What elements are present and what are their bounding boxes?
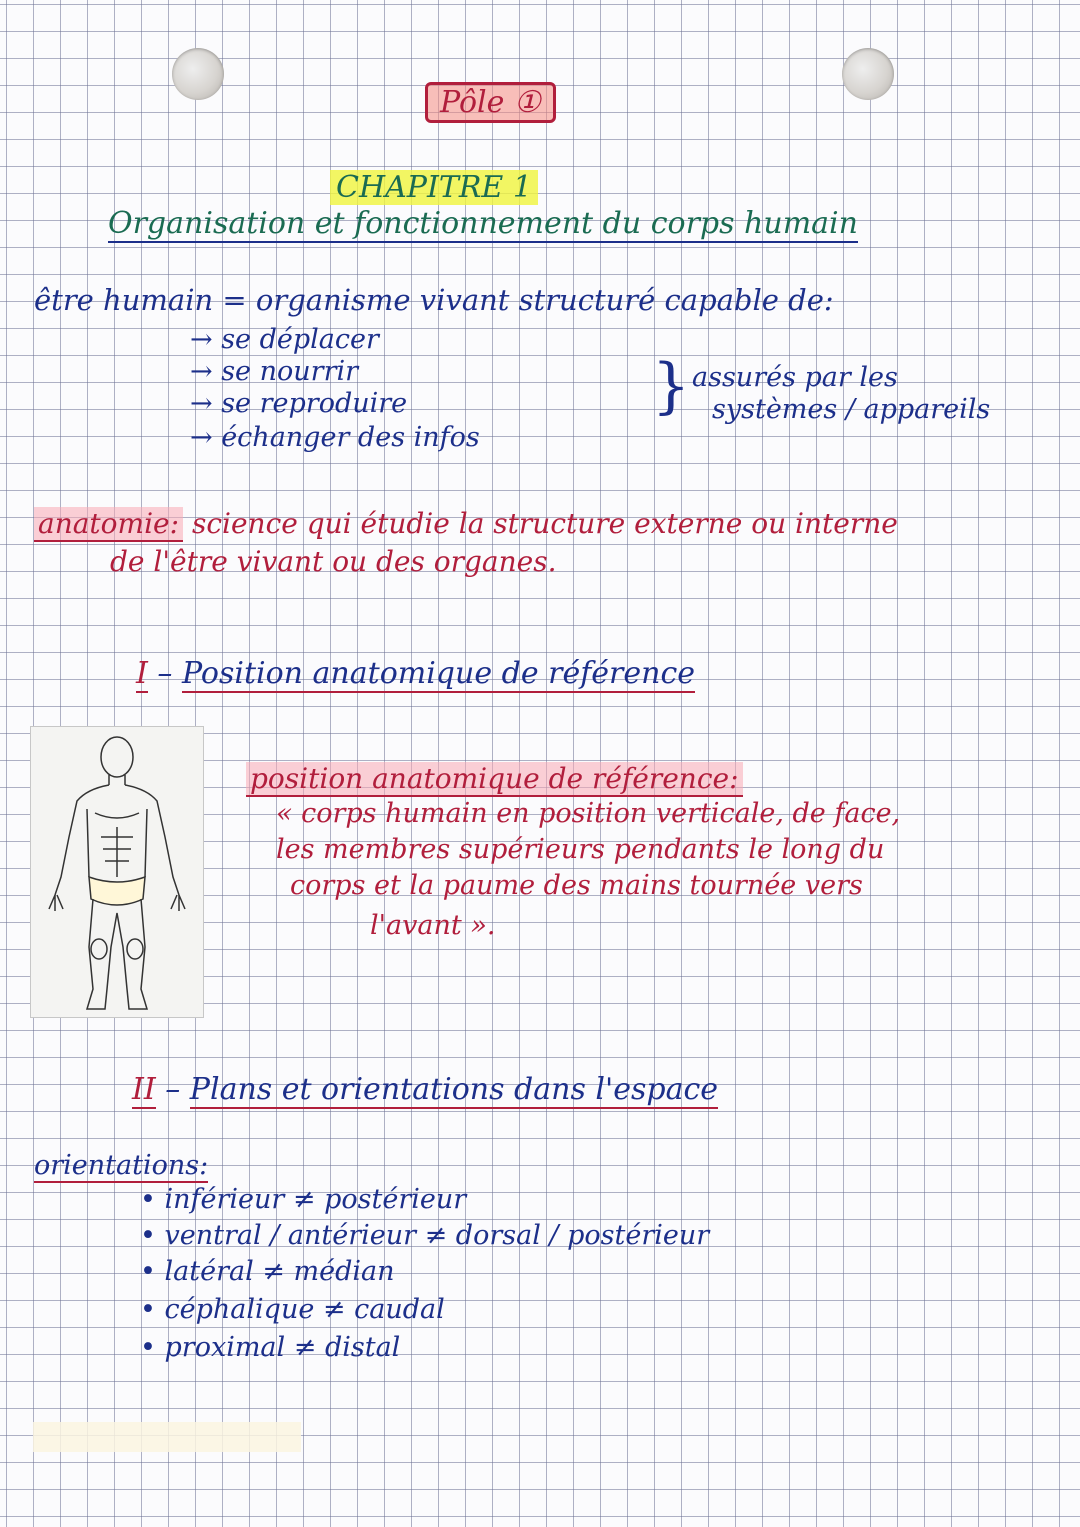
orientation-text: céphalique ≠ caudal [164, 1294, 445, 1325]
ability-item: → se nourrir [190, 356, 359, 387]
brace-note: assurés par les [692, 362, 898, 393]
section1-title: Position anatomique de référence [181, 656, 696, 691]
section2-heading: II – Plans et orientations dans l'espace [132, 1072, 719, 1107]
anatomie-term: anatomie: [34, 507, 183, 542]
orientation-item: • latéral ≠ médian [140, 1256, 395, 1287]
orientations-label: orientations: [34, 1150, 209, 1181]
section2-title: Plans et orientations dans l'espace [189, 1072, 719, 1107]
orientation-item: • proximal ≠ distal [140, 1332, 401, 1363]
page-title: Organisation et fonctionnement du corps humain [108, 206, 858, 241]
chapter-heading: CHAPITRE 1 [330, 170, 538, 205]
orientation-text: inférieur ≠ postérieur [164, 1184, 467, 1215]
orientation-item: • ventral / antérieur ≠ dorsal / postérieur [140, 1220, 710, 1251]
binder-hole-right [842, 48, 894, 100]
ability-item: → échanger des infos [190, 422, 480, 453]
section1-definition-line: corps et la paume des mains tournée vers [290, 870, 863, 901]
ability-item: → se déplacer [190, 324, 379, 355]
orientation-item: • céphalique ≠ caudal [140, 1294, 445, 1325]
correction-tape [33, 1422, 301, 1452]
ability-item: → se reproduire [190, 388, 408, 419]
human-body-illustration [31, 727, 203, 1017]
anatomie-line2: de l'être vivant ou des organes. [110, 545, 557, 578]
binder-hole-left [172, 48, 224, 100]
section1-numeral: I [136, 656, 148, 691]
brace-note: systèmes / appareils [712, 394, 991, 425]
anatomie-line1: science qui étudie la structure externe ou interne [191, 507, 898, 540]
orientation-text: ventral / antérieur ≠ dorsal / postérieur [164, 1220, 710, 1251]
pole-label: Pôle ① [425, 82, 556, 123]
curly-brace: } [652, 351, 691, 421]
section1-heading: I – Position anatomique de référence [136, 656, 696, 691]
section1-definition-heading: position anatomique de référence: [246, 762, 743, 797]
section1-definition-line: l'avant ». [370, 910, 496, 941]
orientation-text: latéral ≠ médian [164, 1256, 395, 1287]
orientation-item: • inférieur ≠ postérieur [140, 1184, 467, 1215]
definition-etre-humain: être humain = organisme vivant structuré capable de: [34, 283, 834, 317]
anatomie-definition [34, 507, 898, 540]
orientation-text: proximal ≠ distal [164, 1332, 401, 1363]
section1-definition-line: « corps humain en position verticale, de face, [276, 798, 901, 829]
anatomical-position-figure [30, 726, 204, 1018]
section2-numeral: II [132, 1072, 156, 1107]
section1-definition-line: les membres supérieurs pendants le long du [276, 834, 885, 865]
